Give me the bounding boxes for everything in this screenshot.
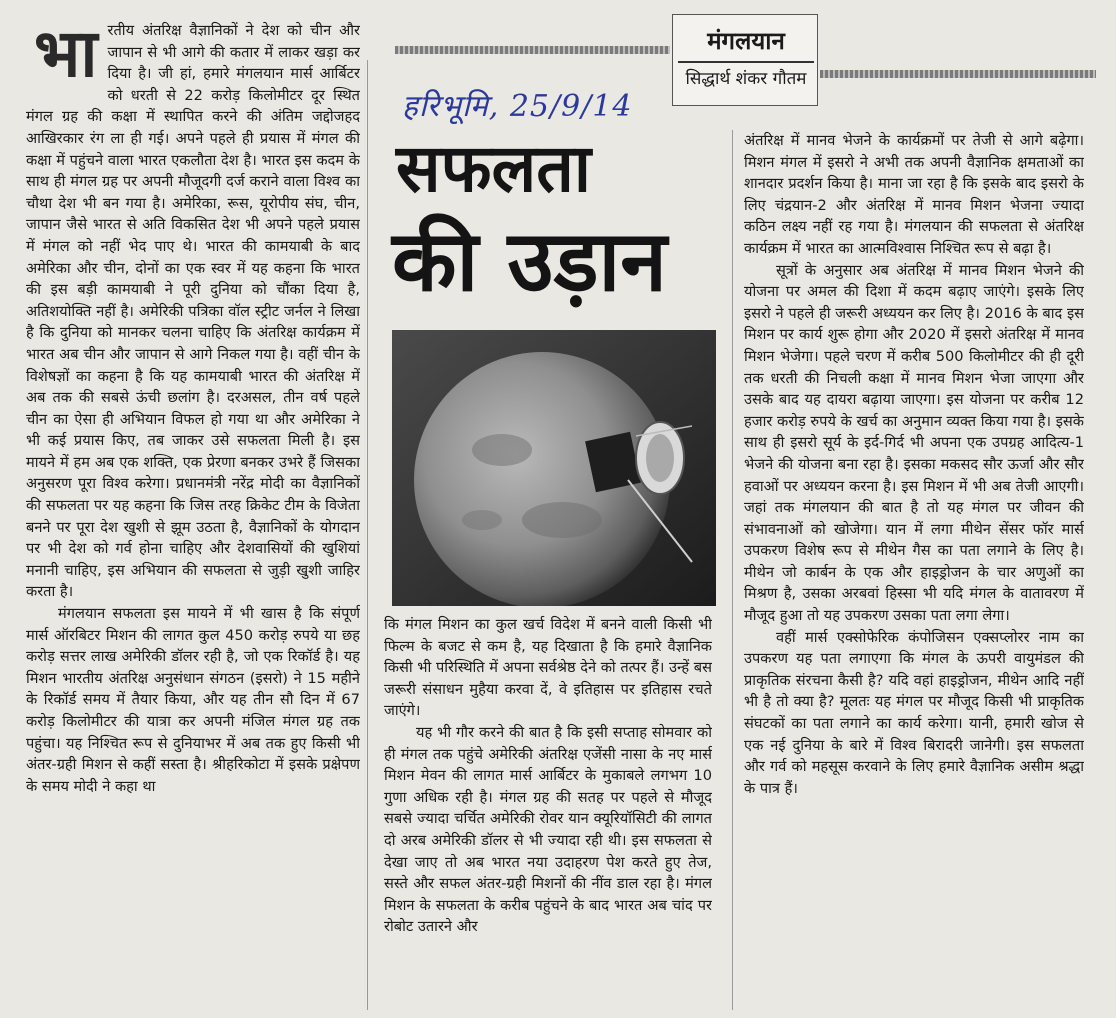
headline-line-1: सफलता (396, 130, 591, 207)
header-rule (395, 46, 670, 54)
author-name: सिद्धार्थ शंकर गौतम (685, 69, 807, 89)
article-column-middle (384, 614, 712, 1010)
article-paragraph: मंगलयान सफलता इस मायने में भी खास है कि संपूर्ण मार्स ऑरबिटर मिशन की लागत कुल 450 करोड़ रुपये या छह करोड़ सत्तर लाख अमेरिकी डॉलर रही है, जो एक रिकॉर्ड है। यह मिशन भारतीय अंतरिक्ष अनुसंधान संगठन (इसरो) ने 15 महीने के रिकॉर्ड समय में तैयार किया, और यह तीन सौ दिन में 67 करोड़ किलोमीटर की यात्रा कर अपनी मंजिल मंगल ग्रह तक पहुंचा। यह निश्चित रूप से दुनियाभर में अब तक हुए किसी भी अंतर-ग्रही मिशन से कहीं सस्ता है। श्रीहरिकोटा में इसके प्रक्षेपण के समय मोदी ने कहा था (26, 605, 360, 795)
section-title: मंगलयान (678, 24, 814, 63)
column-divider (367, 60, 368, 1010)
drop-cap: भा (34, 20, 98, 92)
article-paragraph: कि मंगल मिशन का कुल खर्च विदेश में बनने वाली किसी भी फिल्म के बजट से कम है, यह दिखाता है कि हमारे वैज्ञानिक किसी भी परिस्थिति में अपना सर्वश्रेष्ठ देने को तत्पर हैं। उन्हें बस जरूरी संसाधन मुहैया करवा दें, वे इतिहास पर इतिहास रचते जाएंगे। (384, 616, 712, 720)
article-paragraph: यह भी गौर करने की बात है कि इसी सप्ताह सोमवार को ही मंगल तक पहुंचे अमेरिकी अंतरिक्ष एजेंसी नासा के नए मार्स मिशन मेवन की लागत मार्स आर्बिटर के मुकाबले लगभग 10 गुणा अधिक रही है। मंगल ग्रह की सतह पर पहले से मौजूद सबसे ज्यादा चर्चित अमेरिकी रोवर यान क्यूरियॉसिटी की लागत दो अरब अमेरिकी डॉलर से भी ज्यादा रही थी। इस सफलता से देखा जाए तो अब भारत नया उदाहरण पेश करते हुए तेज, सस्ते और सफल अंतर-ग्रही मिशनों की नींव डाल रहा है। मंगल मिशन के सफलता के करीब पहुंचने के बाद भारत अब चांद पर रोबोट उतारने और (384, 723, 712, 936)
article-paragraph: वहीं मार्स एक्सोफेरिक कंपोजिसन एक्सप्लोरर नाम का उपकरण यह पता लगाएगा कि मंगल के ऊपरी वायुमंडल की प्राकृतिक संरचना कैसी है? यदि वहां हाइड्रोजन, मीथेन आदि नहीं भी है तो क्या है? मूलतः यह मंगल पर मौजूद किसी भी प्राकृतिक संघटकों का पता लगाने का कार्य करेगा। यानी, हमारी खोज से एक नई दुनिया के बारे में विश्व बिरादरी जानेगी। इस सफलता और गर्व को महसूस करवाने के लिए हमारे वैज्ञानिक असीम श्रद्धा के पात्र हैं। (744, 628, 1084, 797)
article-paragraph: रतीय अंतरिक्ष वैज्ञानिकों ने देश को चीन और जापान से भी आगे की कतार में लाकर खड़ा कर दिया है। जी हां, हमारे मंगलयान मार्स आर्बिटर को धरती से 22 करोड़ किलोमीटर दूर स्थित मंगल ग्रह की कक्षा में स्थापित करने की अंतिम जद्दोजहद आखिरकार रंग ला ही गई। अपने पहले ही प्रयास में मंगल की कक्षा में पहुंचने वाला भारत एकलौता देश है। भारत इस कदम के साथ ही मंगल ग्रह पर अपनी मौजूदगी दर्ज कराने वाला विश्व का चौथा देश भी बन गया है। अमेरिका, रूस, यूरोपीय संघ, चीन, जापान जैसे भारत से अति विकसित देश भी अपने पहले प्रयास में मंगल को नहीं भेद पाए थे। भारत की कामयाबी के बाद अमेरिका और चीन, दोनों का एक स्वर में यह कहना कि भारत की इस बड़ी कामयाबी ने पूरी दुनिया को चौंका दिया है, अतिशयोक्ति नहीं है। अमेरिकी पत्रिका वॉल स्ट्रीट जर्नल ने लिखा है कि दुनिया को मानकर चलना चाहिए कि अंतरिक्ष कार्यक्रम में भारत अब चीन और जापान से आगे निकल गया है। वहीं चीन के विशेषज्ञों का कहना है कि यह कामयाबी भारत की अंतरिक्ष में अब तक की सबसे ऊंची छलांग है। दरअसल, तीन वर्ष पहले चीन का ऐसा ही अभियान विफल हो गया था और अमेरिका ने भी कई प्रयास किए, तब जाकर उसे सफलता मिली है। इस मायने में हम अब एक शक्ति, एक प्रेरणा बनकर उभरे हैं जिसका अनुसरण पूरा विश्व करेगा। प्रधानमंत्री नरेंद्र मोदी का वैज्ञानिकों की सफलता पर यह कहना कि जिस तरह क्रिकेट टीम के विजेता बनने पर पूरा देश खुशी से झूम उठता है, वैज्ञानिकों के योगदान पर भी देश को गर्व होना चाहिए और देशवासियों की खुशियां मनानी चाहिए, इस अभियान की सफलता से जुड़ी खुशी जाहिर करता है। (26, 22, 360, 601)
article-paragraph: सूत्रों के अनुसार अब अंतरिक्ष में मानव मिशन भेजने की योजना पर अमल की दिशा में कदम बढ़ाए जाएंगे। इसके लिए इसरो ने पहले ही जरूरी अध्ययन कर लिए है। 2016 के बाद इस मिशन पर कार्य शुरू होगा और 2020 में इसरो अंतरिक्ष में मानव मिशन भेजेगा। पहले चरण में करीब 500 किलोमीटर की ही दूरी तक धरती की निचली कक्षा में मानव मिशन भेजा जाएगा और उसके बाद यह दायरा बढ़ाया जाएगा। इस योजना पर करीब 12 हजार करोड़ रुपये के खर्च का अनुमान व्यक्त किया गया है। इसके साथ ही इसरो सूर्य के इर्द-गिर्द भी अपना एक उपग्रह आदित्य-1 भेजने की योजना बना रहा है। इसका मकसद सौर ऊर्जा और सौर हवाओं पर अध्ययन करना है। इस मिशन में भी अब तेजी आएगी। जहां तक मंगलयान की बात है तो यह मंगल पर जीवन की संभावनाओं को खोजेगा। यान में लगा मीथेन सेंसर फॉर मार्स उपकरण विशेष रूप से मीथेन गैस का पता लगाने के लिए है। मीथेन जो कार्बन के एक और हाइड्रोजन के चार अणुओं का मिश्रण है, उसका अरबवां हिस्सा भी यदि मंगल के वातावरण में मौजूद हुआ तो यह उपकरण उसका पता लगा लेगा। (744, 261, 1084, 625)
mars-orbiter-image (392, 330, 716, 606)
article-paragraph: अंतरिक्ष में मानव भेजने के कार्यक्रमों पर तेजी से आगे बढ़ेगा। मिशन मंगल में इसरो ने अभी तक अपनी वैज्ञानिक क्षमताओं का शानदार प्रदर्शन किया है। माना जा रहा है कि इसके बाद इसरो के लिए चंद्रयान-2 और अंतरिक्ष में मानव मिशन भेजना ज्यादा कठिन लक्ष्य नहीं रह गया है। मंगलयान की सफलता से अंतरिक्ष कार्यक्रम में भारत का आत्मविश्वास निश्चित रूप से बढ़ा है। (744, 132, 1084, 257)
header-rule (820, 70, 1096, 78)
article-column-left (26, 20, 360, 1000)
article-column-right (744, 130, 1084, 1010)
handwritten-date: हरिभूमि, 25/9/14 (402, 89, 633, 124)
mars-orbiter-photo (392, 330, 716, 606)
column-divider (732, 130, 733, 1010)
headline-line-2: की उड़ान (392, 212, 667, 310)
